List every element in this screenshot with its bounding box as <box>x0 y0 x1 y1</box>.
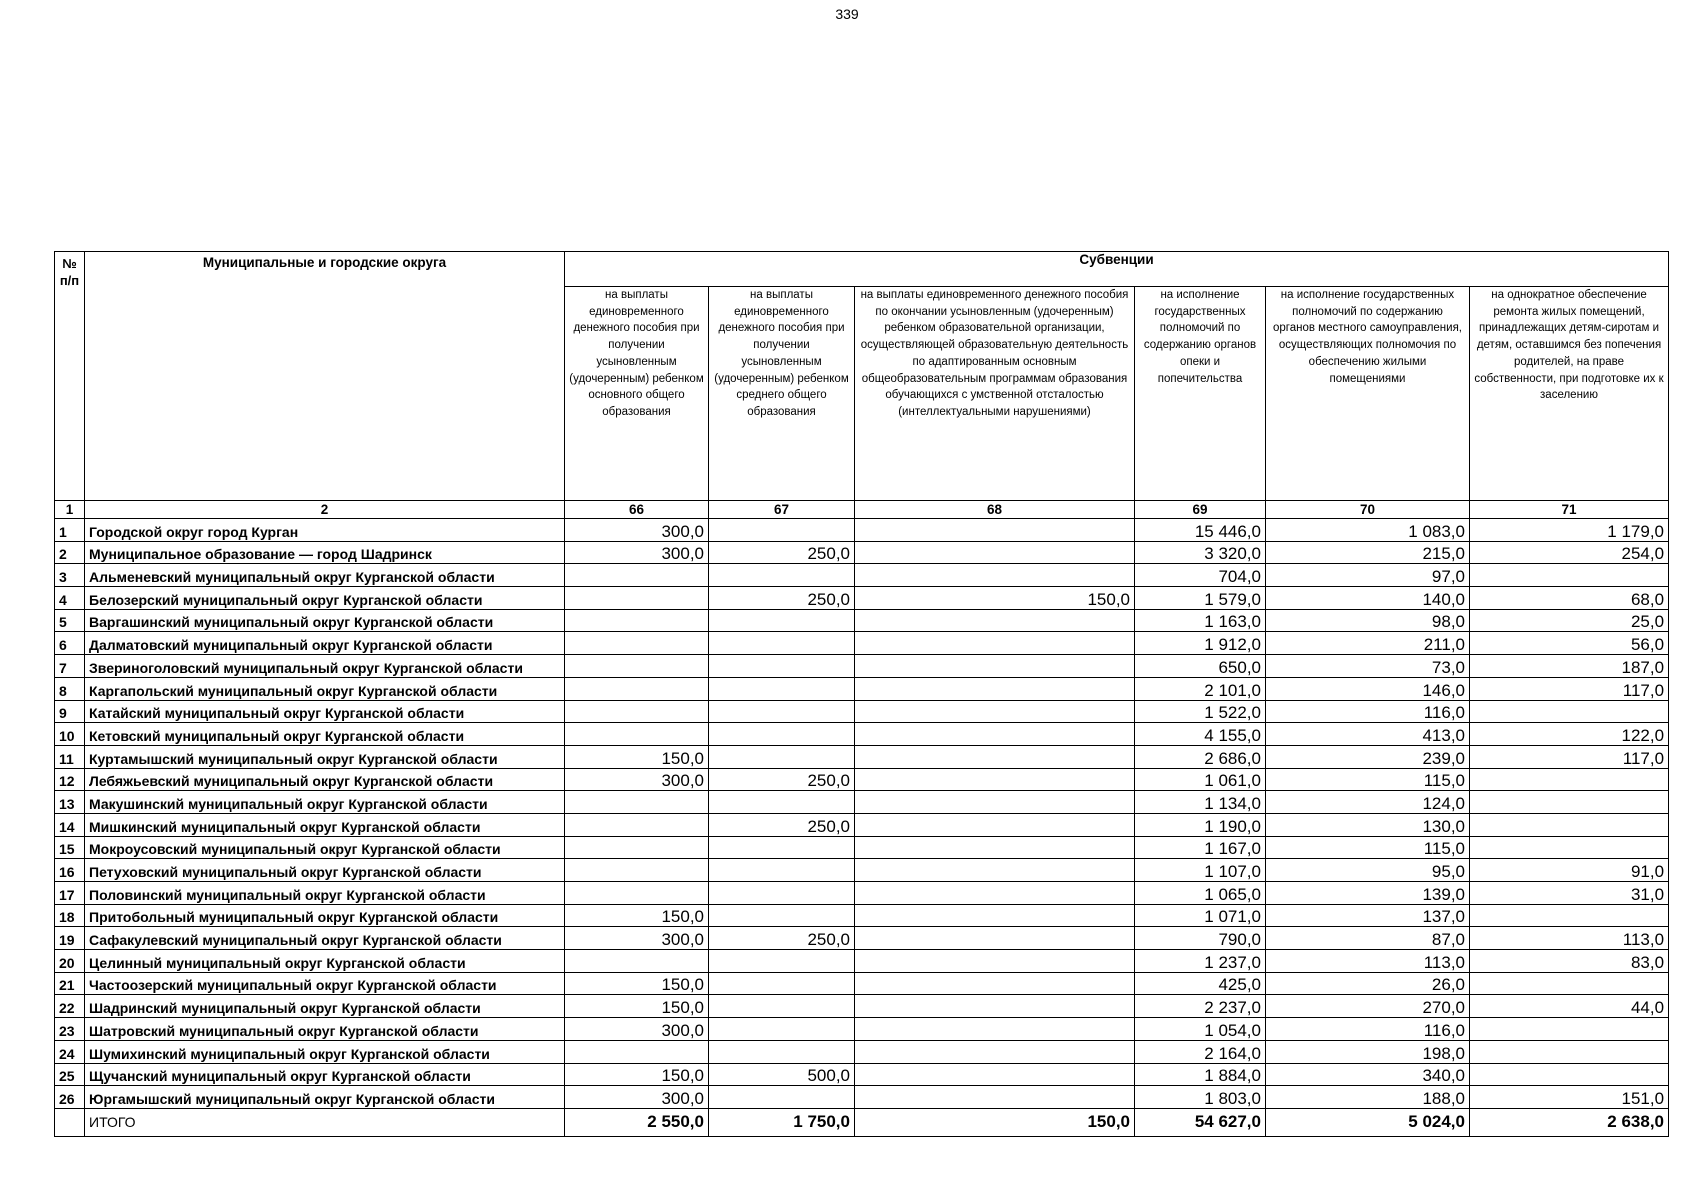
value-cell-71: 151,0 <box>1470 1086 1669 1109</box>
table-row <box>55 677 1669 700</box>
value-cell-66: 150,0 <box>565 904 709 927</box>
value-cell-71: 187,0 <box>1470 655 1669 678</box>
value-cell-67: 250,0 <box>709 768 855 791</box>
value-cell-67 <box>709 723 855 746</box>
row-number: 16 <box>55 859 85 882</box>
district-name: Сафакулевский муниципальный округ Курганской области <box>85 927 565 950</box>
value-cell-66 <box>565 587 709 610</box>
value-cell-68 <box>855 1040 1135 1063</box>
value-cell-68 <box>855 882 1135 905</box>
value-cell-69: 1 884,0 <box>1135 1063 1266 1086</box>
table-row <box>55 859 1669 882</box>
district-name: Городской округ город Курган <box>85 519 565 542</box>
value-cell-66 <box>565 791 709 814</box>
row-number: 19 <box>55 927 85 950</box>
value-cell-68 <box>855 541 1135 564</box>
value-cell-71: 31,0 <box>1470 882 1669 905</box>
page-number: 339 <box>835 6 859 22</box>
table-row <box>55 1086 1669 1109</box>
row-number: 25 <box>55 1063 85 1086</box>
value-cell-70: 188,0 <box>1266 1086 1470 1109</box>
value-cell-68 <box>855 768 1135 791</box>
value-cell-71: 83,0 <box>1470 950 1669 973</box>
row-number: 11 <box>55 745 85 768</box>
value-cell-66 <box>565 882 709 905</box>
value-cell-67: 250,0 <box>709 541 855 564</box>
district-name: Половинский муниципальный округ Курганской области <box>85 882 565 905</box>
district-name: Звериноголовский муниципальный округ Курганской области <box>85 655 565 678</box>
row-number: 8 <box>55 677 85 700</box>
value-cell-71 <box>1470 813 1669 836</box>
row-number: 15 <box>55 836 85 859</box>
district-name: Варгашинский муниципальный округ Курганской области <box>85 609 565 632</box>
index-district: 2 <box>85 501 565 519</box>
value-cell-71 <box>1470 904 1669 927</box>
value-cell-67: 250,0 <box>709 813 855 836</box>
value-cell-68 <box>855 950 1135 973</box>
total-value-68: 150,0 <box>855 1108 1135 1136</box>
value-cell-71: 254,0 <box>1470 541 1669 564</box>
district-name: Юргамышский муниципальный округ Курганской области <box>85 1086 565 1109</box>
value-cell-67 <box>709 836 855 859</box>
column-code-66: 66 <box>565 501 709 519</box>
total-value-66: 2 550,0 <box>565 1108 709 1136</box>
value-cell-67 <box>709 677 855 700</box>
district-name: Мишкинский муниципальный округ Курганской области <box>85 813 565 836</box>
value-cell-68 <box>855 655 1135 678</box>
value-cell-68 <box>855 745 1135 768</box>
value-cell-70: 115,0 <box>1266 768 1470 791</box>
value-cell-67 <box>709 609 855 632</box>
table-row <box>55 1040 1669 1063</box>
table-row <box>55 1018 1669 1041</box>
district-name: Лебяжьевский муниципальный округ Курганской области <box>85 768 565 791</box>
table-row <box>55 972 1669 995</box>
table-row <box>55 791 1669 814</box>
total-value-69: 54 627,0 <box>1135 1108 1266 1136</box>
value-cell-70: 115,0 <box>1266 836 1470 859</box>
value-cell-69: 4 155,0 <box>1135 723 1266 746</box>
table-row <box>55 813 1669 836</box>
value-cell-68 <box>855 791 1135 814</box>
value-cell-66 <box>565 677 709 700</box>
value-cell-71: 113,0 <box>1470 927 1669 950</box>
value-cell-68 <box>855 700 1135 723</box>
value-cell-67 <box>709 519 855 542</box>
value-cell-69: 2 164,0 <box>1135 1040 1266 1063</box>
value-cell-66 <box>565 836 709 859</box>
value-cell-69: 1 107,0 <box>1135 859 1266 882</box>
value-cell-69: 1 803,0 <box>1135 1086 1266 1109</box>
value-cell-69: 704,0 <box>1135 564 1266 587</box>
total-num-cell <box>55 1108 85 1136</box>
value-cell-66 <box>565 723 709 746</box>
value-cell-70: 116,0 <box>1266 700 1470 723</box>
table-row <box>55 882 1669 905</box>
value-cell-71: 25,0 <box>1470 609 1669 632</box>
row-number: 20 <box>55 950 85 973</box>
value-cell-69: 1 167,0 <box>1135 836 1266 859</box>
value-cell-68: 150,0 <box>855 587 1135 610</box>
value-cell-71 <box>1470 1018 1669 1041</box>
table-row <box>55 745 1669 768</box>
value-cell-70: 116,0 <box>1266 1018 1470 1041</box>
district-name: Куртамышский муниципальный округ Курганской области <box>85 745 565 768</box>
value-cell-69: 1 071,0 <box>1135 904 1266 927</box>
value-cell-71 <box>1470 564 1669 587</box>
value-cell-69: 2 237,0 <box>1135 995 1266 1018</box>
row-number: 6 <box>55 632 85 655</box>
value-cell-68 <box>855 836 1135 859</box>
value-cell-71: 117,0 <box>1470 745 1669 768</box>
column-description-67: на выплаты единовременного денежного пособия при получении усыновленным (удочеренным) ребенком среднего общего образования <box>709 287 855 501</box>
value-cell-70: 98,0 <box>1266 609 1470 632</box>
district-name: Кетовский муниципальный округ Курганской области <box>85 723 565 746</box>
value-cell-69: 1 134,0 <box>1135 791 1266 814</box>
district-name: Далматовский муниципальный округ Курганской области <box>85 632 565 655</box>
district-name: Петуховский муниципальный округ Курганской области <box>85 859 565 882</box>
value-cell-70: 95,0 <box>1266 859 1470 882</box>
value-cell-71: 68,0 <box>1470 587 1669 610</box>
value-cell-66: 300,0 <box>565 519 709 542</box>
value-cell-70: 97,0 <box>1266 564 1470 587</box>
column-description-68: на выплаты единовременного денежного пособия по окончании усыновленным (удочеренным) ребенком образовательной организации, осуществляющей образовательную деятельность по адаптированным основным общеобразовательным программам образования обучающихся с умственной отсталостью (интеллектуальными нарушениями) <box>855 287 1135 501</box>
row-number: 21 <box>55 972 85 995</box>
row-number: 26 <box>55 1086 85 1109</box>
value-cell-70: 87,0 <box>1266 927 1470 950</box>
value-cell-71: 1 179,0 <box>1470 519 1669 542</box>
value-cell-66: 300,0 <box>565 1018 709 1041</box>
district-name: Каргапольский муниципальный округ Курганской области <box>85 677 565 700</box>
value-cell-69: 425,0 <box>1135 972 1266 995</box>
value-cell-68 <box>855 609 1135 632</box>
value-cell-69: 1 163,0 <box>1135 609 1266 632</box>
value-cell-70: 137,0 <box>1266 904 1470 927</box>
table-row <box>55 519 1669 542</box>
header-num-label: № п/п <box>59 256 80 288</box>
district-name: Частоозерский муниципальный округ Курганской области <box>85 972 565 995</box>
value-cell-70: 146,0 <box>1266 677 1470 700</box>
value-cell-68 <box>855 1063 1135 1086</box>
column-code-67: 67 <box>709 501 855 519</box>
table-row <box>55 995 1669 1018</box>
row-number: 12 <box>55 768 85 791</box>
row-number: 9 <box>55 700 85 723</box>
row-number: 4 <box>55 587 85 610</box>
total-value-71: 2 638,0 <box>1470 1108 1669 1136</box>
value-cell-66: 150,0 <box>565 1063 709 1086</box>
district-name: Катайский муниципальный округ Курганской области <box>85 700 565 723</box>
table-row <box>55 609 1669 632</box>
value-cell-68 <box>855 1086 1135 1109</box>
value-cell-67 <box>709 882 855 905</box>
district-name: Шумихинский муниципальный округ Курганской области <box>85 1040 565 1063</box>
column-description-70: на исполнение государственных полномочий по содержанию органов местного самоуправления, осуществляющих полномочия по обеспечению жилыми помещениями <box>1266 287 1470 501</box>
value-cell-71 <box>1470 1040 1669 1063</box>
district-name: Шатровский муниципальный округ Курганской области <box>85 1018 565 1041</box>
header-district: Муниципальные и городские округа <box>85 252 565 501</box>
value-cell-68 <box>855 1018 1135 1041</box>
value-cell-71: 91,0 <box>1470 859 1669 882</box>
value-cell-69: 1 054,0 <box>1135 1018 1266 1041</box>
value-cell-68 <box>855 813 1135 836</box>
value-cell-71 <box>1470 791 1669 814</box>
value-cell-67: 250,0 <box>709 587 855 610</box>
row-number: 7 <box>55 655 85 678</box>
row-number: 5 <box>55 609 85 632</box>
value-cell-71 <box>1470 700 1669 723</box>
value-cell-71: 117,0 <box>1470 677 1669 700</box>
row-number: 10 <box>55 723 85 746</box>
value-cell-67 <box>709 700 855 723</box>
table-row <box>55 700 1669 723</box>
column-description-66: на выплаты единовременного денежного пособия при получении усыновленным (удочеренным) ребенком основного общего образования <box>565 287 709 501</box>
column-description-69: на исполнение государственных полномочий по содержанию органов опеки и попечительства <box>1135 287 1266 501</box>
row-number: 2 <box>55 541 85 564</box>
value-cell-67 <box>709 564 855 587</box>
value-cell-70: 413,0 <box>1266 723 1470 746</box>
value-cell-69: 2 101,0 <box>1135 677 1266 700</box>
value-cell-69: 15 446,0 <box>1135 519 1266 542</box>
index-num: 1 <box>55 501 85 519</box>
value-cell-70: 211,0 <box>1266 632 1470 655</box>
value-cell-70: 270,0 <box>1266 995 1470 1018</box>
table-row <box>55 723 1669 746</box>
value-cell-68 <box>855 972 1135 995</box>
district-name: Макушинский муниципальный округ Курганской области <box>85 791 565 814</box>
value-cell-71: 122,0 <box>1470 723 1669 746</box>
value-cell-68 <box>855 859 1135 882</box>
value-cell-67: 250,0 <box>709 927 855 950</box>
value-cell-68 <box>855 519 1135 542</box>
value-cell-69: 1 579,0 <box>1135 587 1266 610</box>
table-row <box>55 836 1669 859</box>
value-cell-70: 198,0 <box>1266 1040 1470 1063</box>
district-name: Притобольный муниципальный округ Курганской области <box>85 904 565 927</box>
value-cell-69: 1 912,0 <box>1135 632 1266 655</box>
value-cell-71 <box>1470 1063 1669 1086</box>
value-cell-71 <box>1470 768 1669 791</box>
table-row <box>55 768 1669 791</box>
district-name: Мокроусовский муниципальный округ Курганской области <box>85 836 565 859</box>
value-cell-69: 2 686,0 <box>1135 745 1266 768</box>
table-row <box>55 927 1669 950</box>
value-cell-68 <box>855 723 1135 746</box>
value-cell-69: 790,0 <box>1135 927 1266 950</box>
value-cell-71 <box>1470 836 1669 859</box>
header-num <box>55 252 85 501</box>
row-number: 1 <box>55 519 85 542</box>
value-cell-70: 1 083,0 <box>1266 519 1470 542</box>
value-cell-67 <box>709 791 855 814</box>
value-cell-67 <box>709 904 855 927</box>
district-name: Муниципальное образование — город Шадринск <box>85 541 565 564</box>
value-cell-71: 56,0 <box>1470 632 1669 655</box>
value-cell-68 <box>855 632 1135 655</box>
table-row <box>55 904 1669 927</box>
value-cell-70: 215,0 <box>1266 541 1470 564</box>
value-cell-66 <box>565 859 709 882</box>
value-cell-70: 130,0 <box>1266 813 1470 836</box>
value-cell-66 <box>565 813 709 836</box>
value-cell-69: 1 065,0 <box>1135 882 1266 905</box>
value-cell-69: 1 061,0 <box>1135 768 1266 791</box>
district-name: Щучанский муниципальный округ Курганской области <box>85 1063 565 1086</box>
value-cell-70: 113,0 <box>1266 950 1470 973</box>
row-number: 22 <box>55 995 85 1018</box>
value-cell-69: 1 237,0 <box>1135 950 1266 973</box>
table-row <box>55 655 1669 678</box>
value-cell-66 <box>565 950 709 973</box>
value-cell-66: 300,0 <box>565 1086 709 1109</box>
value-cell-67 <box>709 859 855 882</box>
table-row <box>55 541 1669 564</box>
row-number: 23 <box>55 1018 85 1041</box>
value-cell-67 <box>709 995 855 1018</box>
value-cell-70: 239,0 <box>1266 745 1470 768</box>
value-cell-67 <box>709 1018 855 1041</box>
value-cell-67 <box>709 1086 855 1109</box>
value-cell-67 <box>709 950 855 973</box>
value-cell-66: 300,0 <box>565 768 709 791</box>
value-cell-70: 140,0 <box>1266 587 1470 610</box>
value-cell-68 <box>855 927 1135 950</box>
value-cell-67 <box>709 972 855 995</box>
value-cell-68 <box>855 677 1135 700</box>
column-codes-row <box>55 501 1669 519</box>
total-label: ИТОГО <box>85 1108 565 1136</box>
value-cell-68 <box>855 904 1135 927</box>
district-name: Шадринский муниципальный округ Курганской области <box>85 995 565 1018</box>
district-name: Белозерский муниципальный округ Курганской области <box>85 587 565 610</box>
value-cell-67 <box>709 1040 855 1063</box>
value-cell-66 <box>565 655 709 678</box>
table-row <box>55 564 1669 587</box>
value-cell-70: 26,0 <box>1266 972 1470 995</box>
value-cell-66 <box>565 700 709 723</box>
value-cell-70: 73,0 <box>1266 655 1470 678</box>
value-cell-68 <box>855 995 1135 1018</box>
total-value-70: 5 024,0 <box>1266 1108 1470 1136</box>
row-number: 24 <box>55 1040 85 1063</box>
value-cell-67 <box>709 655 855 678</box>
value-cell-66 <box>565 632 709 655</box>
table-row <box>55 1063 1669 1086</box>
column-code-71: 71 <box>1470 501 1669 519</box>
value-cell-68 <box>855 564 1135 587</box>
district-name: Альменевский муниципальный округ Курганской области <box>85 564 565 587</box>
value-cell-66 <box>565 564 709 587</box>
value-cell-70: 124,0 <box>1266 791 1470 814</box>
value-cell-69: 1 190,0 <box>1135 813 1266 836</box>
value-cell-67 <box>709 745 855 768</box>
value-cell-66 <box>565 1040 709 1063</box>
value-cell-70: 139,0 <box>1266 882 1470 905</box>
value-cell-66: 150,0 <box>565 745 709 768</box>
value-cell-67: 500,0 <box>709 1063 855 1086</box>
value-cell-67 <box>709 632 855 655</box>
row-number: 17 <box>55 882 85 905</box>
value-cell-69: 3 320,0 <box>1135 541 1266 564</box>
table-row <box>55 587 1669 610</box>
value-cell-69: 650,0 <box>1135 655 1266 678</box>
value-cell-71: 44,0 <box>1470 995 1669 1018</box>
value-cell-69: 1 522,0 <box>1135 700 1266 723</box>
value-cell-66: 150,0 <box>565 995 709 1018</box>
value-cell-66: 300,0 <box>565 927 709 950</box>
value-cell-66: 300,0 <box>565 541 709 564</box>
row-number: 13 <box>55 791 85 814</box>
table-row <box>55 950 1669 973</box>
column-code-69: 69 <box>1135 501 1266 519</box>
table-row <box>55 632 1669 655</box>
value-cell-70: 340,0 <box>1266 1063 1470 1086</box>
subventions-table <box>54 251 1669 1137</box>
value-cell-66 <box>565 609 709 632</box>
value-cell-66: 150,0 <box>565 972 709 995</box>
column-code-70: 70 <box>1266 501 1470 519</box>
header-subventions: Субвенции <box>565 252 1669 287</box>
district-name: Целинный муниципальный округ Курганской области <box>85 950 565 973</box>
row-number: 3 <box>55 564 85 587</box>
row-number: 14 <box>55 813 85 836</box>
total-value-67: 1 750,0 <box>709 1108 855 1136</box>
total-row <box>55 1108 1669 1136</box>
row-number: 18 <box>55 904 85 927</box>
value-cell-71 <box>1470 972 1669 995</box>
column-code-68: 68 <box>855 501 1135 519</box>
column-description-71: на однократное обеспечение ремонта жилых помещений, принадлежащих детям-сиротам и детям, оставшимся без попечения родителей, на праве собственности, при подготовке их к заселению <box>1470 287 1669 501</box>
